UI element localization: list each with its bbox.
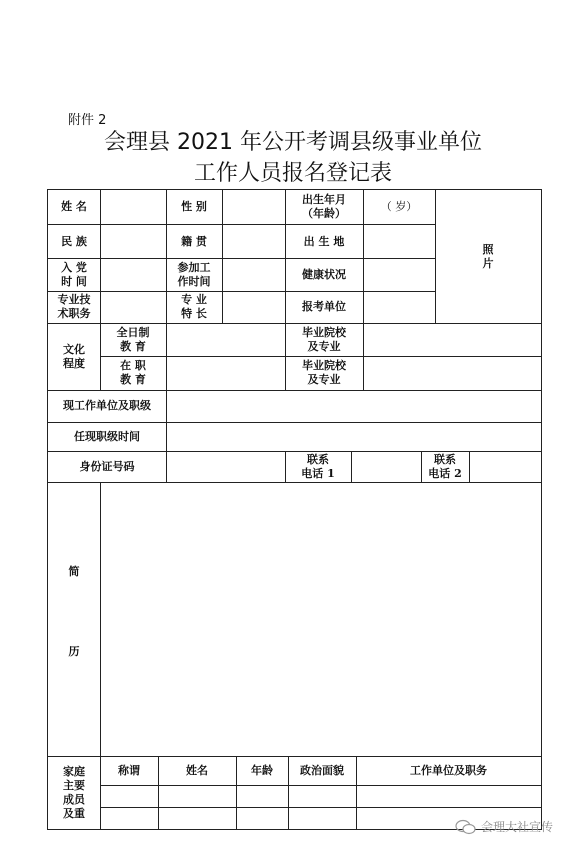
grid-line [47,258,436,259]
native-place-label: 籍 贯 [181,234,207,248]
inservice-edu-label: 在 职 教 育 [120,359,146,386]
grid-line [222,189,223,324]
grid-line [351,451,352,483]
education-label: 文化 程度 [63,342,85,370]
rank-time-label: 任现职级时间 [74,429,140,443]
grid-line [541,189,542,830]
work-start-label: 参加工 作时间 [177,260,211,288]
wechat-icon [455,819,477,835]
tech-title-label: 专业技 术职务 [57,293,91,320]
birthplace-label: 出 生 地 [303,234,345,248]
apply-unit-label: 报考单位 [302,300,346,313]
name-label: 姓 名 [61,200,87,213]
annex-label: 附件 2 [68,113,107,128]
photo-label: 照 片 [482,242,494,270]
grid-line [100,785,542,786]
family-name-header: 姓名 [186,764,208,777]
grid-line [166,390,167,483]
id-number-label: 身份证号码 [79,459,135,473]
grid-line [166,323,167,391]
grid-line [469,451,470,483]
relation-header: 称谓 [118,764,140,777]
grid-line [100,189,101,324]
grad-school-label-2: 毕业院校 及专业 [302,359,346,386]
age-hint: （ 岁） [380,200,418,213]
ethnicity-label: 民 族 [61,234,87,248]
health-label: 健康状况 [302,267,346,281]
phone1-label: 联系 电话 1 [301,452,335,480]
watermark [455,818,553,835]
resume-label-2: 历 [68,645,80,658]
grid-line [47,224,436,225]
grid-line [47,291,436,292]
form-title-line1: 会理县 2021 年公开考调县级事业单位 [104,130,482,155]
fulltime-edu-label: 全日制 教 育 [116,325,150,353]
party-join-label: 入 党 时 间 [61,260,87,288]
grid-line [47,482,542,483]
watermark-text: 会理大社宣传 [481,820,554,834]
current-unit-label: 现工作单位及职级 [63,399,151,412]
grid-line [100,807,542,808]
phone2-label: 联系 电话 2 [428,452,462,480]
birth-label: 出生年月 （年龄） [302,193,346,220]
form-title-line2: 工作人员报名登记表 [193,161,392,186]
political-header: 政治面貌 [300,764,344,777]
family-label: 家庭 主要 成员 及重 [63,765,85,820]
specialty-label: 专 业 特 长 [181,293,207,320]
resume-label-1: 简 [68,565,80,578]
family-age-header: 年龄 [251,764,273,777]
family-work-header: 工作单位及职务 [410,764,487,777]
grad-school-label-1: 毕业院校 及专业 [302,325,346,353]
gender-label: 性 别 [181,200,207,213]
grid-line [363,323,364,391]
